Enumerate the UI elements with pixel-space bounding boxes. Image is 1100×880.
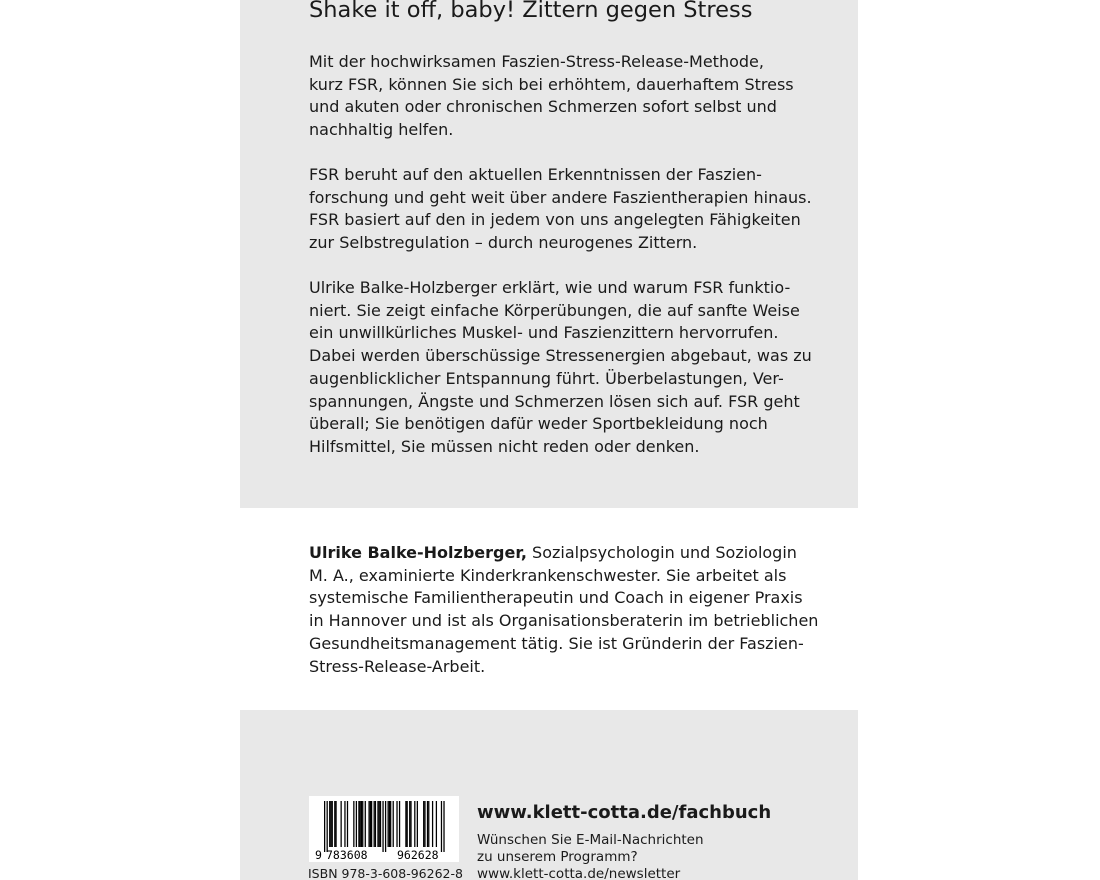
barcode-bar [344,801,345,847]
barcode-bar [360,801,361,847]
author-bio-first-line [309,542,818,565]
author-bio-text: Sozialpsychologin und Soziologin [526,543,797,562]
barcode-bar [441,801,442,852]
barcode-bar [375,801,376,847]
text-line: zur Selbstregulation – durch neurogenes Zittern. [309,233,698,253]
text-line: forschung und geht weit über andere Faszientherapien hinaus. [309,187,812,207]
barcode-bar [423,801,424,847]
barcode-bar [388,801,389,847]
text-line: Ulrike Balke-Holzberger erklärt, wie und warum FSR funktio- [309,278,791,297]
barcode-bar [334,801,335,847]
barcode-bar [389,801,390,847]
barcode-bar [370,801,371,847]
newsletter-info [477,832,704,880]
barcode-bar [368,801,369,847]
text-line: systemische Familientherapeutin und Coach in eigener Praxis [309,588,803,608]
text-line: Mit der hochwirksamen Faszien-Stress-Release-Methode, [309,52,764,71]
headline: Shake it off, baby! Zittern gegen Stress [309,0,753,23]
text-line: niert. Sie zeigt einfache Körperübungen, die auf sanfte Weise [309,300,800,320]
barcode-bar [427,801,428,847]
barcode-bar [380,801,381,847]
barcode-bar [428,801,429,847]
barcode-bar [417,801,418,847]
newsletter-url[interactable]: www.klett-cotta.de/newsletter [477,866,681,880]
text-line: Hilfsmittel, Sie müssen nicht reden oder denken. [309,436,700,456]
barcode-bar [365,801,366,847]
barcode-bar [390,801,391,847]
barcode-bar [377,801,378,847]
barcode-bar [327,801,328,852]
barcode-bar [353,801,354,847]
publisher-website[interactable]: www.klett-cotta.de/fachbuch [477,802,772,823]
barcode-bar [385,801,386,852]
text-line: und akuten oder chronischen Schmerzen sofort selbst und [309,97,777,117]
text-line: ein unwillkürliches Muskel- und Faszienzittern hervorrufen. [309,323,779,343]
text-line: Stress-Release-Arbeit. [309,656,486,676]
barcode-bar [407,801,408,847]
barcode-bar [356,801,357,847]
barcode-bar [436,801,437,847]
isbn-number: ISBN 978-3-608-96262-8 [308,866,463,880]
barcode-bar [409,801,410,847]
barcode-bar [335,801,336,847]
text-line: FSR beruht auf den aktuellen Erkenntnissen der Faszien- [309,165,762,184]
text-line: augenblicklicher Entspannung führt. Überbelastungen, Ver- [309,368,784,388]
text-line: FSR basiert auf den in jedem von uns angelegten Fähigkeiten [309,210,801,230]
text-line: nachhaltig helfen. [309,120,454,140]
barcode-digit-lead: 9 [315,848,322,862]
barcode-bar [374,801,375,847]
text-line: zu unserem Programm? [477,849,638,865]
text-line: in Hannover und ist als Organisationsberaterin im betrieblichen [309,611,819,631]
text-line: spannungen, Ängste und Schmerzen lösen sich auf. FSR geht [309,391,800,411]
barcode-bar [341,801,342,847]
barcode-bar [414,801,415,847]
barcode-bar [358,801,359,847]
text-line: Gesundheitsmanagement tätig. Sie ist Gründerin der Faszien- [309,633,804,653]
barcode-digits-right: 962628 [397,848,439,862]
barcode-bar [405,801,406,847]
barcode-bar [424,801,425,847]
barcode-bar [347,801,348,847]
barcode-bar [324,801,325,852]
barcode-bar [329,801,330,847]
barcode-bar [382,801,383,852]
barcode-bar [393,801,394,847]
barcode-bar [410,801,411,847]
blurb-paragraph-3 [309,277,812,459]
author-bio [309,542,818,678]
text-line: Dabei werden überschüssige Stressenergien abgebaut, was zu [309,346,812,366]
text-line: Wünschen Sie E-Mail-Nachrichten [477,832,704,848]
isbn-barcode [309,796,459,862]
blurb-paragraph-2 [309,164,812,255]
text-line: kurz FSR, können Sie sich bei erhöhtem, dauerhaftem Stress [309,74,794,94]
barcode-digits-left: 783608 [326,848,368,862]
barcode-bars [324,801,445,852]
barcode-graphic [309,796,459,862]
text-line: M. A., examinierte Kinderkrankenschwester. Sie arbeitet als [309,565,787,585]
barcode-bar [362,801,363,847]
blurb-paragraph-1 [309,51,794,142]
barcode-bar [361,801,362,847]
barcode-bar [330,801,331,847]
barcode-bar [332,801,333,847]
barcode-bar [432,801,433,847]
text-line: überall; Sie benötigen dafür weder Sportbekleidung noch [309,414,768,434]
barcode-bar [396,801,397,847]
barcode-bar [379,801,380,847]
barcode-bar [371,801,372,847]
barcode-bar [399,801,400,847]
author-name: Ulrike Balke-Holzberger, [309,543,527,562]
barcode-bar [443,801,444,852]
